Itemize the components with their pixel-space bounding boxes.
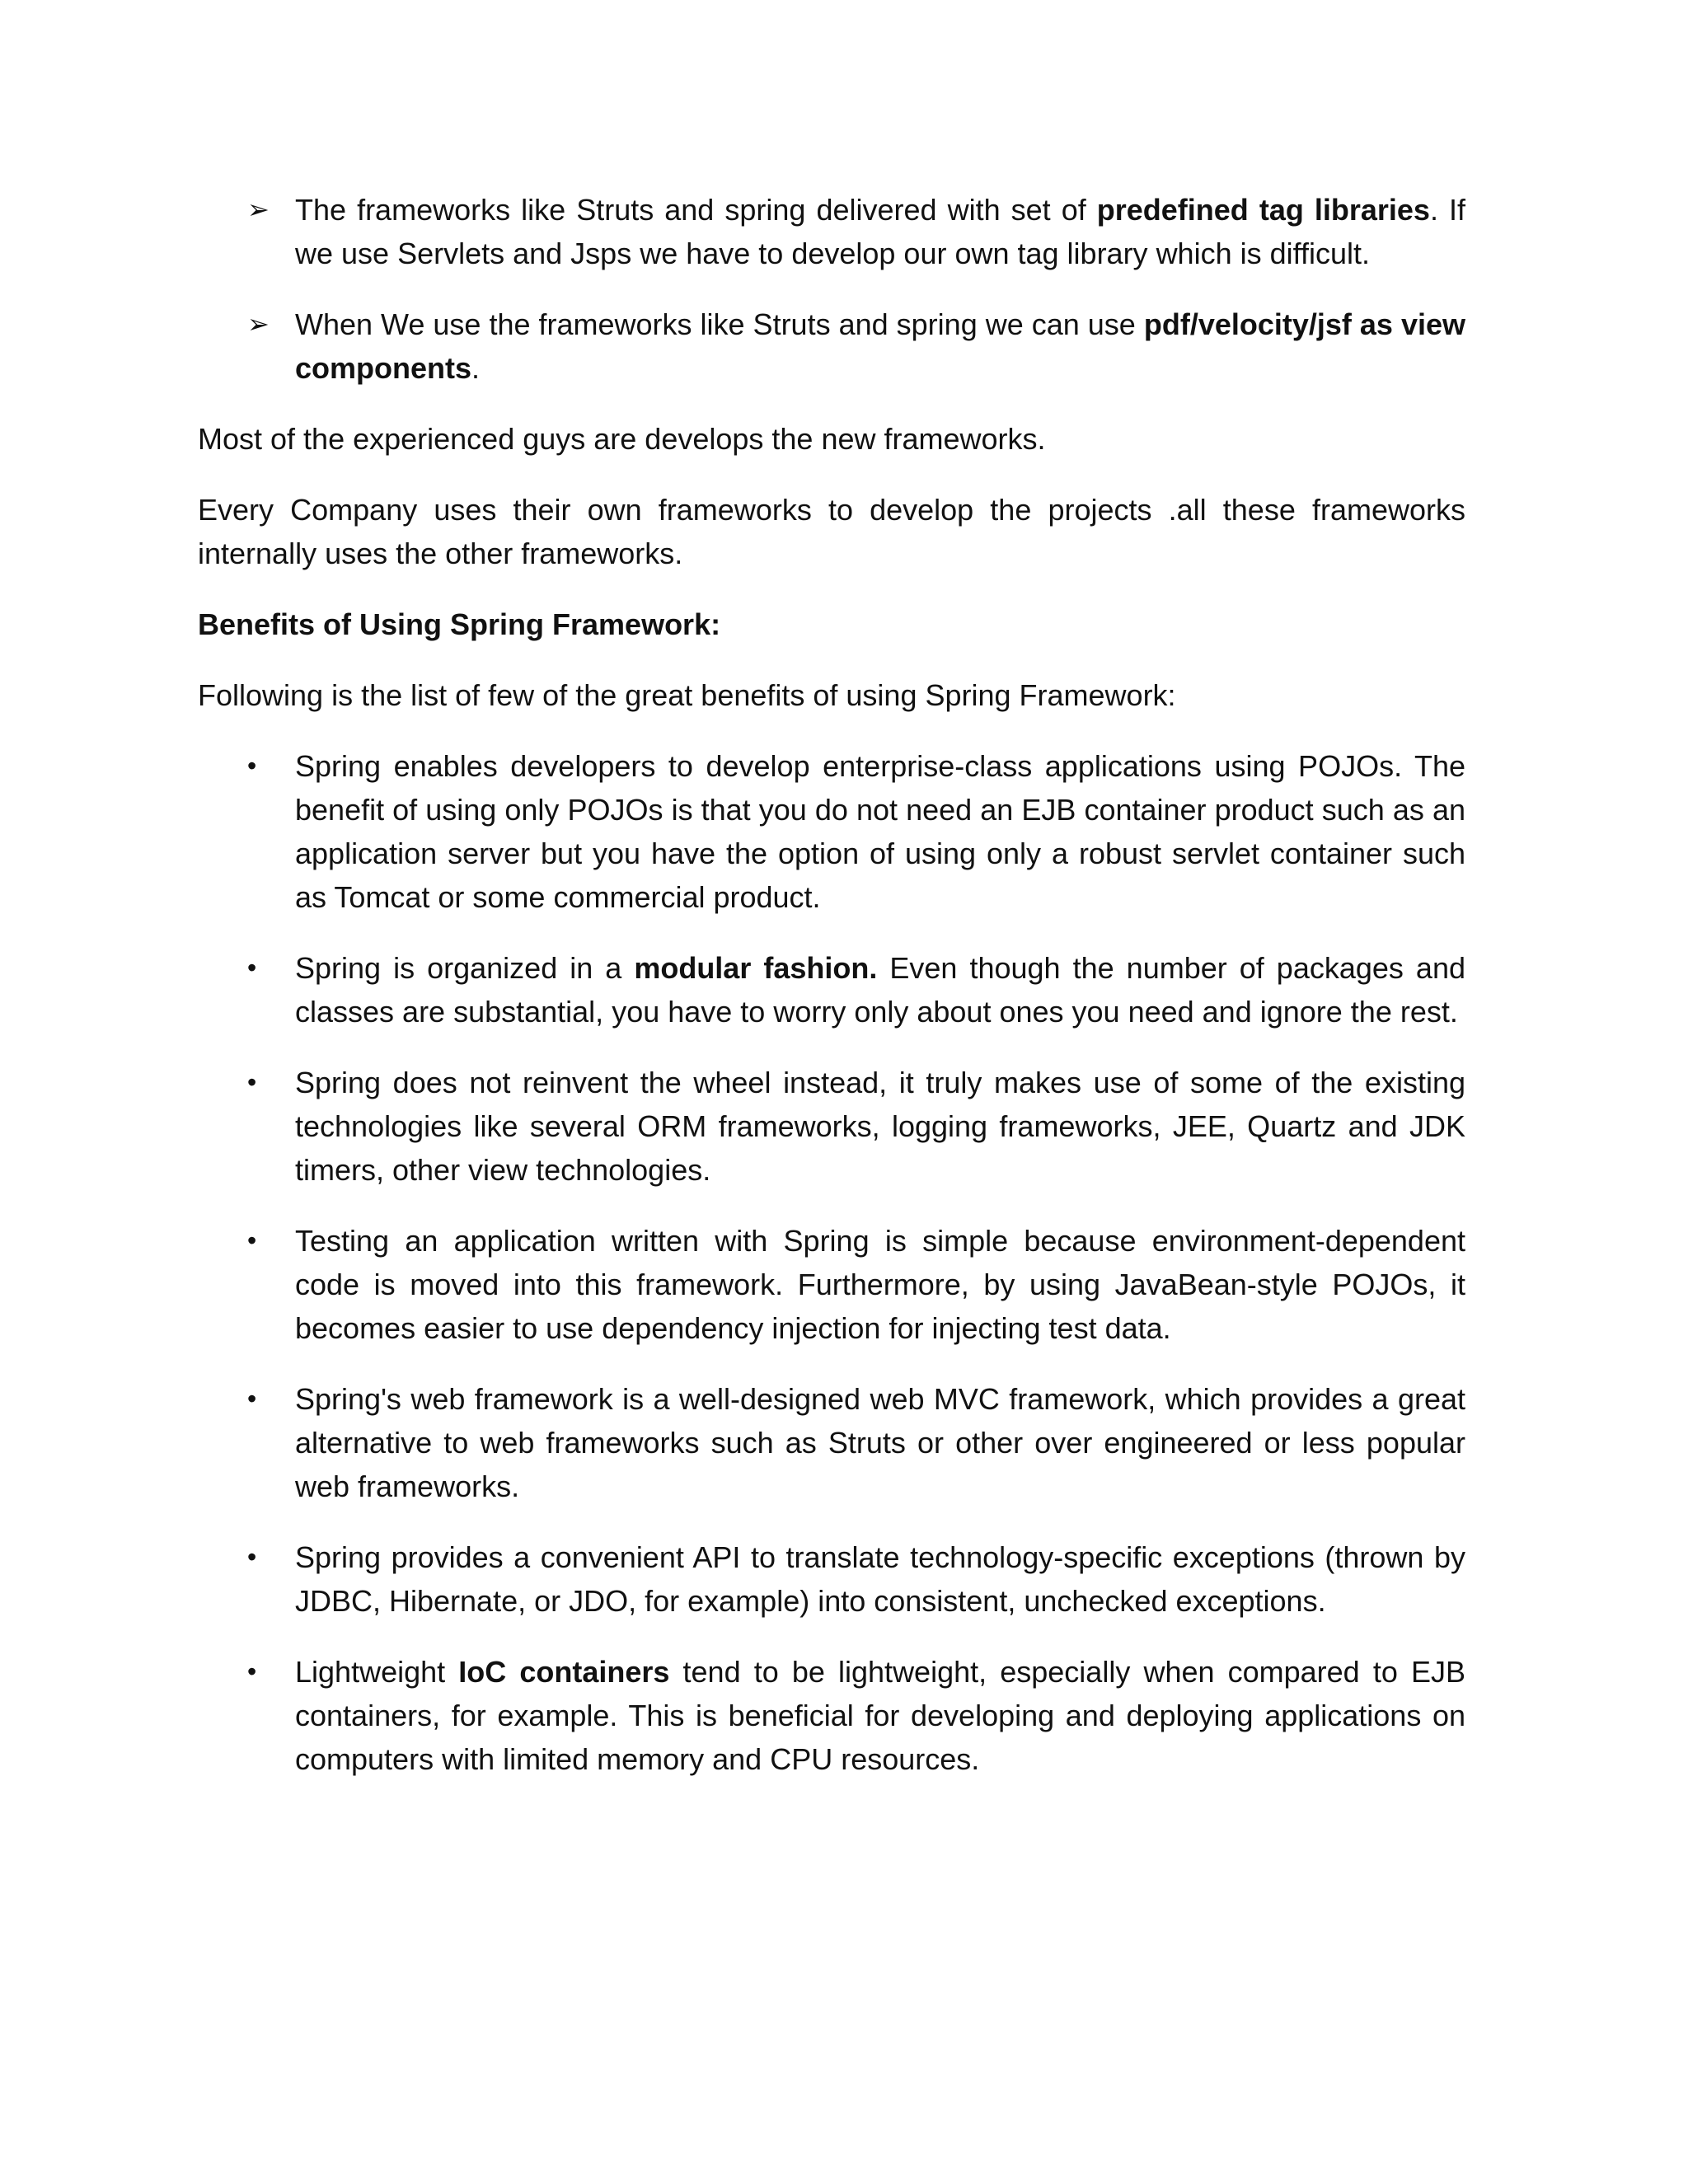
arrow-list-item xyxy=(198,188,1465,275)
arrow-item-text: The frameworks like Struts and spring delivered with set of xyxy=(295,193,1097,227)
bullet-dot-icon: • xyxy=(247,1384,257,1413)
bullet-dot-icon: • xyxy=(247,1657,257,1686)
benefit-text: Spring provides a convenient API to translate technology-specific exceptions (thrown by JDBC, Hibernate, or JDO, for example) into consistent, unchecked exceptions. xyxy=(295,1540,1465,1618)
paragraph-company: Every Company uses their own frameworks to develop the projects .all these frameworks internally uses the other frameworks. xyxy=(198,493,1465,570)
benefit-text: Spring is organized in a xyxy=(295,951,635,985)
bullet-dot-icon: • xyxy=(247,1542,257,1572)
arrow-bullet-icon: ➢ xyxy=(247,194,270,225)
bullet-dot-icon: • xyxy=(247,1226,257,1255)
bullet-dot-icon: • xyxy=(247,953,257,982)
document-page xyxy=(198,188,1465,1808)
section-intro: Following is the list of few of the great benefits of using Spring Framework: xyxy=(198,678,1176,712)
benefit-text: Spring does not reinvent the wheel instead, it truly makes use of some of the existing technologies like several ORM frameworks, logging frameworks, JEE, Quartz and JDK timers, other view technologies. xyxy=(295,1066,1465,1187)
arrow-item-bold: pdf/velocity/jsf as view components xyxy=(295,307,1465,385)
benefit-text: Even though the number of packages and classes are substantial, you have to worry only about ones you need and ignore the rest. xyxy=(295,951,1465,1029)
benefit-item xyxy=(198,1535,1465,1623)
arrow-item-text: When We use the frameworks like Struts and spring we can use xyxy=(295,307,1144,341)
benefit-item xyxy=(198,1061,1465,1192)
benefits-list xyxy=(198,744,1465,1781)
benefit-text: Lightweight xyxy=(295,1655,459,1689)
benefit-text: Spring enables developers to develop enterprise-class applications using POJOs. The benefit of using only POJOs is that you do not need an EJB container product such as an application server but you have the option of using only a robust servlet container such as Tomcat or some commercial product. xyxy=(295,749,1465,914)
arrow-item-text: . xyxy=(471,351,481,385)
arrow-bullet-icon: ➢ xyxy=(247,308,270,340)
benefit-text: tend to be lightweight, especially when compared to EJB containers, for example. This is beneficial for developing and deploying applications on computers with limited memory and CPU resources. xyxy=(295,1655,1465,1776)
arrow-list xyxy=(198,188,1465,390)
paragraph-experienced: Most of the experienced guys are develops the new frameworks. xyxy=(198,422,1046,456)
benefit-bold: IoC containers xyxy=(458,1655,670,1689)
arrow-list-item xyxy=(198,302,1465,390)
benefit-item xyxy=(198,946,1465,1033)
benefit-item xyxy=(198,1650,1465,1781)
benefit-bold: modular fashion. xyxy=(634,951,878,985)
section-heading: Benefits of Using Spring Framework: xyxy=(198,607,721,641)
bullet-dot-icon: • xyxy=(247,751,257,780)
benefit-item xyxy=(198,1377,1465,1508)
bullet-dot-icon: • xyxy=(247,1067,257,1097)
benefit-item xyxy=(198,1219,1465,1350)
benefit-item xyxy=(198,744,1465,919)
arrow-item-text: . If we use Servlets and Jsps we have to develop our own tag library which is difficult. xyxy=(295,193,1465,270)
arrow-item-bold: predefined tag libraries xyxy=(1096,193,1430,227)
benefit-text: Testing an application written with Spring is simple because environment-dependent code is moved into this framework. Furthermore, by using JavaBean-style POJOs, it becomes easier to use dependency injection for injecting test data. xyxy=(295,1224,1465,1345)
benefit-text: Spring's web framework is a well-designed web MVC framework, which provides a great alternative to web frameworks such as Struts or other over engineered or less popular web frameworks. xyxy=(295,1382,1465,1503)
